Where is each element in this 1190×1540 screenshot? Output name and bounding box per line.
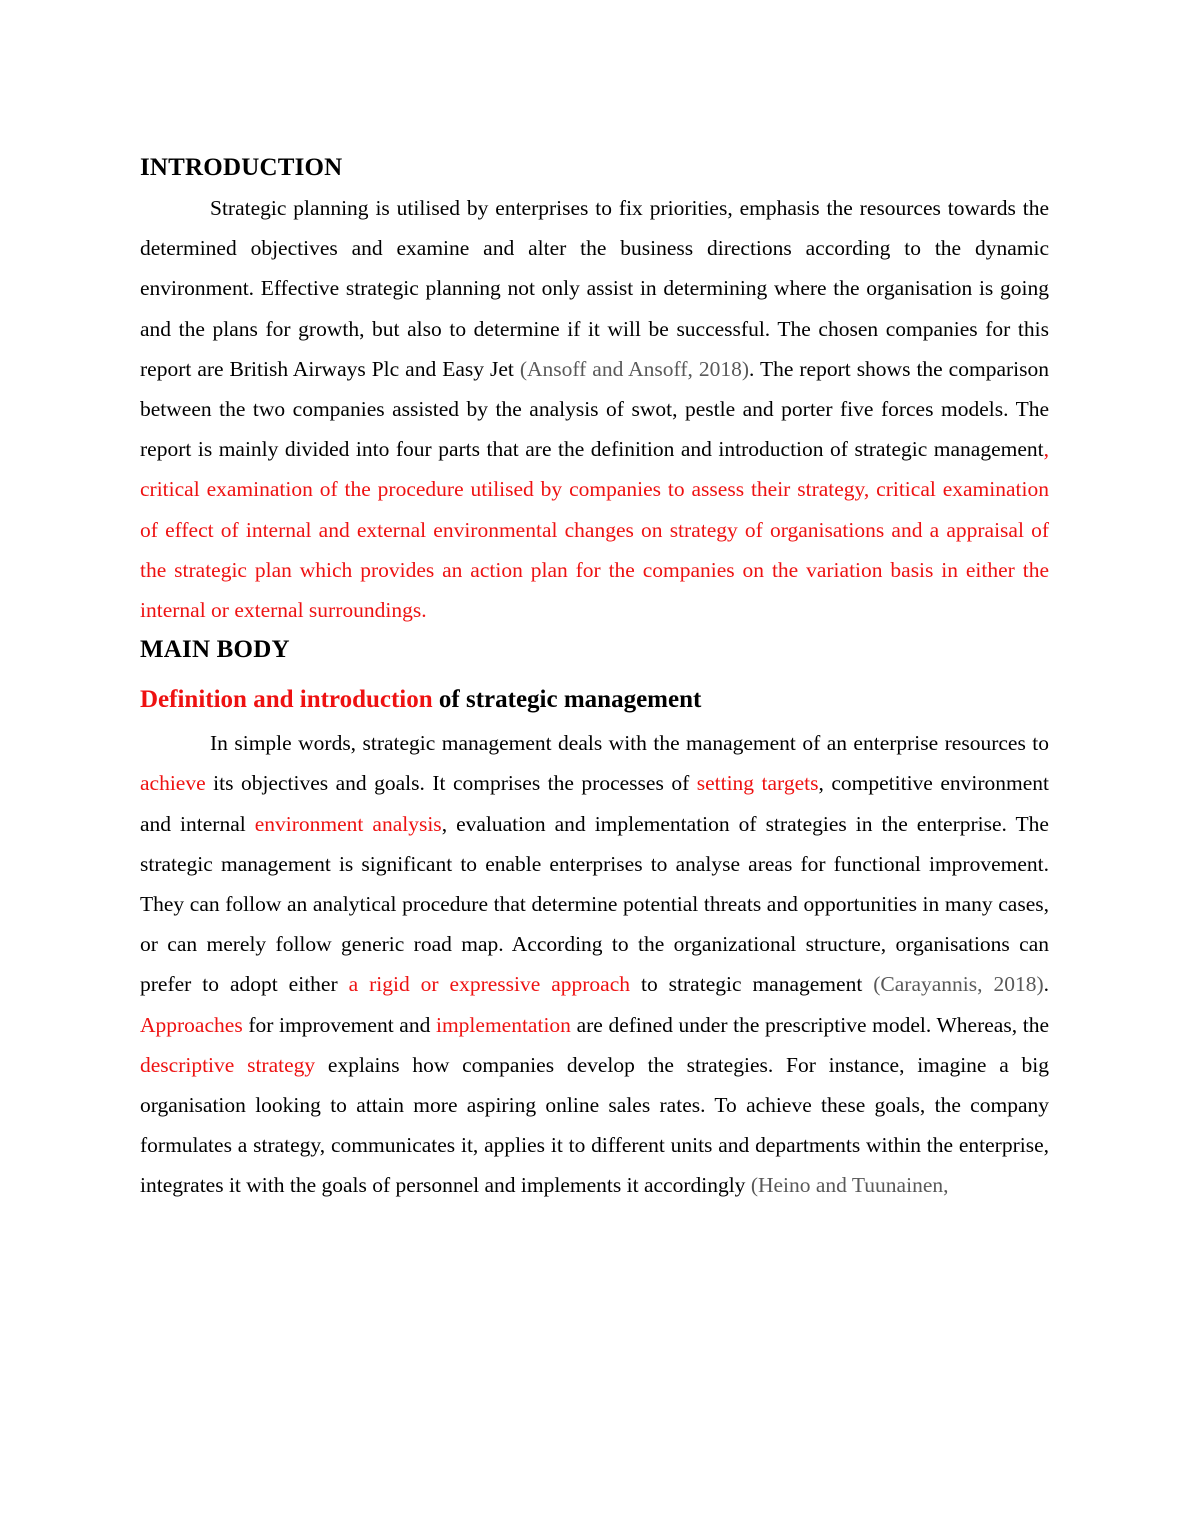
body-text-6: . <box>1043 972 1050 997</box>
body-text-2: its objectives and goals. It comprises the processes of <box>205 771 697 796</box>
citation-heino: (Heino and Tuunainen, <box>750 1173 949 1198</box>
body-text-5: to strategic management <box>630 972 874 997</box>
citation-carayannis: (Carayannis, 2018) <box>873 972 1044 997</box>
main-body-paragraph <box>140 723 1049 1205</box>
introduction-heading: INTRODUCTION <box>140 154 343 181</box>
highlight-environment-analysis: environment analysis <box>254 811 442 836</box>
body-text-4: , evaluation and implementation of strategies in the enterprise. The strategic management is significant to enable enterprises to analyse areas for functional improvement. They can follow an analytical procedure that determine potential threats and opportunities in many cases, or can merely follow generic road map. According to the organizational structure, organisations can prefer to adopt either <box>140 811 1049 997</box>
highlight-setting-targets: setting targets <box>696 771 819 796</box>
intro-text-highlighted: , critical examination of the procedure utilised by companies to assess their strategy, critical examination of effect of internal and external environmental changes on strategy of organisations and a appraisal of the strategic plan which provides an action plan for the companies on the variation basis in either the internal or external surroundings. <box>140 437 1049 623</box>
body-text-3: , competitive environment and internal <box>140 771 1049 836</box>
definition-subheading <box>140 680 1049 720</box>
main-body-heading: MAIN BODY <box>140 636 290 664</box>
body-text-8: are defined under the prescriptive model. Whereas, the <box>570 1012 1049 1037</box>
highlight-descriptive-strategy: descriptive strategy <box>140 1052 316 1077</box>
body-text-7: for improvement and <box>242 1012 436 1037</box>
body-text-9: explains how companies develop the strategies. For instance, imagine a big organisation looking to attain more aspiring online sales rates. To achieve these goals, the company formulates a strategy, communicates it, applies it to different units and departments within the enterprise, integrates it with the goals of personnel and implements it accordingly <box>140 1052 1050 1198</box>
citation-ansoff: (Ansoff and Ansoff, 2018) <box>519 356 749 381</box>
introduction-paragraph <box>140 188 1049 630</box>
highlight-approaches: Approaches <box>140 1012 243 1037</box>
body-text-1: In simple words, strategic management deals with the management of an enterprise resources to <box>210 731 1049 756</box>
subheading-rest: of strategic management <box>432 686 702 714</box>
intro-text-2: . The report shows the comparison between the two companies assisted by the analysis of swot, pestle and porter five forces models. The report is mainly divided into four parts that are the definition and introduction of strategic management <box>140 356 1049 462</box>
highlight-implementation: implementation <box>435 1012 571 1037</box>
intro-text-1: Strategic planning is utilised by enterprises to fix priorities, emphasis the resources towards the determined objectives and examine and alter the business directions according to the dynamic environment. Effective strategic planning not only assist in determining where the organisation is going and the plans for growth, but also to determine if it will be successful. The chosen companies for this report are British Airways Plc and Easy Jet <box>140 196 1049 381</box>
subheading-highlighted: Definition and introduction <box>140 686 433 714</box>
highlight-rigid-approach: a rigid or expressive approach <box>348 972 631 997</box>
document-page <box>140 148 1049 1206</box>
highlight-achieve: achieve <box>140 771 206 796</box>
